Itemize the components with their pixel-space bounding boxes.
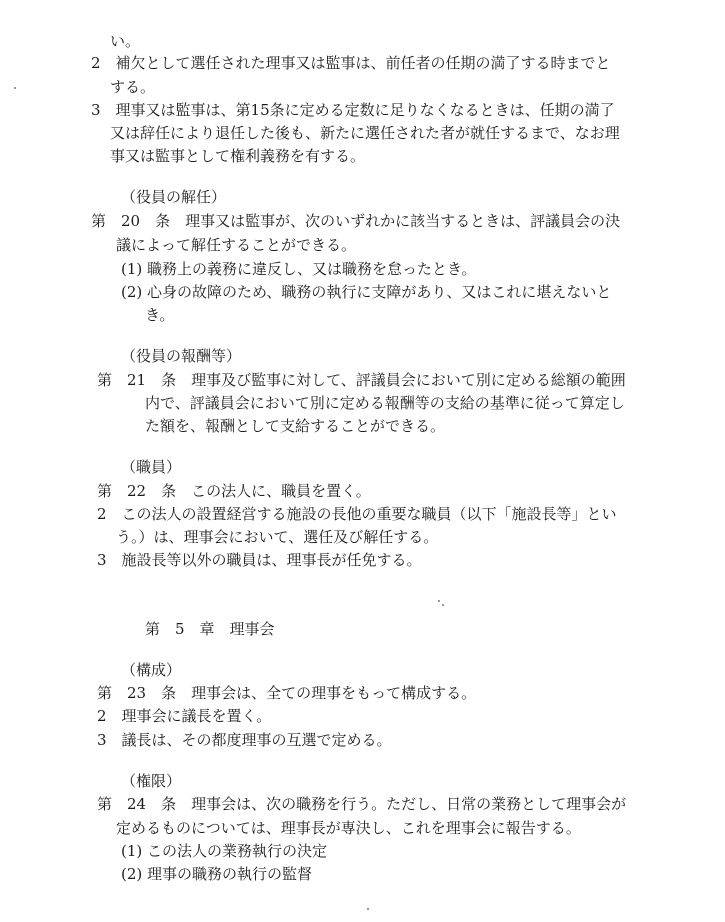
scan-speck: [367, 908, 369, 910]
article-line: 第 24 条 理事会は、次の職務を行う。ただし、日常の業務として理事会が: [97, 795, 627, 813]
scan-speck: [438, 600, 440, 602]
section-heading: （職員）: [121, 458, 182, 476]
section-heading: （構成）: [121, 661, 182, 679]
chapter-heading: 第 5 章 理事会: [145, 620, 275, 638]
text-line: う。）は、理事会において、選任及び解任する。: [116, 528, 439, 546]
text-line: 内で、評議員会において別に定める報酬等の支給の基準に従って算定し: [145, 394, 625, 412]
section-heading: （権限）: [121, 772, 182, 790]
text-line: する。: [110, 78, 156, 96]
article-line: 第 23 条 理事会は、全ての理事をもって構成する。: [97, 684, 477, 702]
list-item: (2) 理事の職務の執行の監督: [121, 865, 313, 883]
text-line: 2 この法人の設置経営する施設の長他の重要な職員（以下「施設長等」とい: [97, 505, 617, 523]
article-line: 第 20 条 理事又は監事が、次のいずれかに該当するときは、評議員会の決: [91, 212, 621, 230]
text-line: 事又は監事として権利義務を有する。: [110, 147, 366, 165]
scan-speck: [442, 604, 444, 606]
list-item: (1) 職務上の義務に違反し、又は職務を怠ったとき。: [121, 260, 477, 278]
section-heading: （役員の報酬等）: [121, 347, 242, 365]
text-line: 3 施設長等以外の職員は、理事長が任免する。: [97, 551, 422, 569]
text-line: 2 理事会に議長を置く。: [97, 707, 272, 725]
text-line: 2 補欠として選任された理事又は監事は、前任者の任期の満了する時までと: [91, 54, 611, 72]
text-line: 議によって解任することができる。: [116, 236, 357, 254]
text-line: き。: [145, 306, 175, 324]
section-heading: （役員の解任）: [121, 188, 227, 206]
text-line: た額を、報酬として支給することができる。: [145, 417, 446, 435]
text-line: い。: [110, 32, 141, 50]
article-line: 第 22 条 この法人に、職員を置く。: [97, 482, 371, 500]
article-line: 第 21 条 理事及び監事に対して、評議員会において別に定める総額の範囲: [97, 371, 626, 389]
scan-speck: [14, 87, 16, 89]
list-item: (2) 心身の故障のため、職務の執行に支障があり、又はこれに堪えないと: [121, 283, 612, 301]
text-line: 3 議長は、その都度理事の互選で定める。: [97, 731, 392, 749]
text-line: 又は辞任により退任した後も、新たに選任された者が就任するまで、なお理: [110, 124, 620, 142]
list-item: (1) この法人の業務執行の決定: [121, 842, 328, 860]
text-line: 3 理事又は監事は、第15条に定める定数に足りなくなるときは、任期の満了: [91, 101, 615, 119]
text-line: 定めるものについては、理事長が専決し、これを理事会に報告する。: [116, 819, 581, 837]
